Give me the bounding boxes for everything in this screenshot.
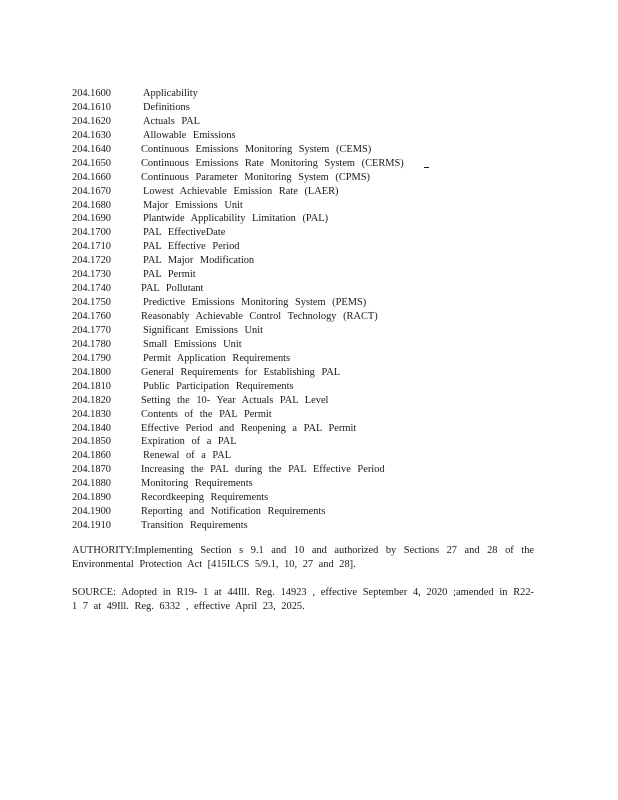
section-number: 204.1770 <box>72 324 111 336</box>
section-title: Plantwide Applicability Limitation (PAL) <box>143 213 329 225</box>
section-title: PAL Major Modification <box>143 255 255 267</box>
section-title: Increasing the PAL during the PAL Effective Period <box>141 464 385 476</box>
section-title: Small Emissions Unit <box>143 338 242 350</box>
section-row <box>72 143 542 157</box>
section-title: PAL Permit <box>143 269 196 281</box>
section-title: PAL EffectiveDate <box>143 227 226 239</box>
section-title: Setting the 10- Year Actuals PAL Level <box>141 394 329 406</box>
section-row <box>72 310 542 324</box>
section-title: Continuous Emissions Rate Monitoring System (CERMS) <box>141 157 404 169</box>
section-number: 204.1870 <box>72 464 111 476</box>
section-row <box>72 380 542 394</box>
section-row <box>72 212 542 226</box>
text-cursor-mark <box>424 167 429 168</box>
section-title: PAL Effective Period <box>143 241 240 253</box>
section-number: 204.1820 <box>72 394 111 406</box>
section-row <box>72 185 542 199</box>
section-row <box>72 519 542 533</box>
section-title: General Requirements for Establishing PAL <box>141 366 341 378</box>
section-title: Applicability <box>143 88 198 99</box>
section-row <box>72 171 542 185</box>
section-row <box>72 199 542 213</box>
section-row <box>72 477 542 491</box>
section-title: Monitoring Requirements <box>141 478 253 490</box>
section-number: 204.1630 <box>72 129 111 141</box>
section-number: 204.1600 <box>72 88 111 99</box>
authority-note: AUTHORITY:Implementing Section s 9.1 and 10 and authorized by Sections 27 and 28 of the Environmental Protection Act [415ILCS 5/9.1, 10, 27 and 28]. <box>72 545 534 570</box>
section-number: 204.1800 <box>72 366 111 378</box>
section-row <box>72 87 542 101</box>
section-row <box>72 282 542 296</box>
section-title: Allowable Emissions <box>143 129 236 141</box>
source-note: SOURCE: Adopted in R19- 1 at 44Ill. Reg. 14923 , effective September 4, 2020 ;amended in R22-1 7 at 49Ill. Reg. 6332 , effective April 23, 2025. <box>72 587 534 612</box>
section-row <box>72 422 542 436</box>
section-row <box>72 435 542 449</box>
section-title: Major Emissions Unit <box>143 199 243 211</box>
section-number: 204.1780 <box>72 338 111 350</box>
section-number: 204.1750 <box>72 297 111 309</box>
section-title: Significant Emissions Unit <box>143 324 263 336</box>
section-title: Contents of the PAL Permit <box>141 408 272 420</box>
section-number: 204.1710 <box>72 241 111 253</box>
section-title: Reporting and Notification Requirements <box>141 506 326 518</box>
section-title: Public Participation Requirements <box>143 380 294 392</box>
section-number: 204.1790 <box>72 352 111 364</box>
section-row <box>72 157 542 171</box>
section-row <box>72 505 542 519</box>
section-row <box>72 226 542 240</box>
section-row <box>72 101 542 115</box>
section-row <box>72 129 542 143</box>
section-number: 204.1830 <box>72 408 111 420</box>
section-title: Continuous Parameter Monitoring System (CPMS) <box>141 171 371 183</box>
section-number: 204.1700 <box>72 227 111 239</box>
section-number: 204.1650 <box>72 157 111 169</box>
section-row <box>72 324 542 338</box>
section-number: 204.1890 <box>72 492 111 504</box>
section-number: 204.1690 <box>72 213 111 225</box>
section-number: 204.1640 <box>72 143 111 155</box>
section-row <box>72 352 542 366</box>
section-title: PAL Pollutant <box>141 283 204 295</box>
section-row <box>72 296 542 310</box>
section-row <box>72 491 542 505</box>
section-title: Definitions <box>143 101 190 113</box>
section-number: 204.1880 <box>72 478 111 490</box>
section-row <box>72 463 542 477</box>
section-number: 204.1660 <box>72 171 111 183</box>
section-row <box>72 449 542 463</box>
section-number: 204.1720 <box>72 255 111 267</box>
section-title: Reasonably Achievable Control Technology (RACT) <box>141 311 378 322</box>
section-row <box>72 394 542 408</box>
section-number: 204.1910 <box>72 520 111 532</box>
section-title: Lowest Achievable Emission Rate (LAER) <box>143 185 339 197</box>
section-number: 204.1900 <box>72 506 111 518</box>
section-title: Effective Period and Reopening a PAL Permit <box>141 422 357 434</box>
section-list <box>72 87 542 533</box>
section-number: 204.1860 <box>72 450 111 462</box>
section-row <box>72 240 542 254</box>
section-number: 204.1740 <box>72 283 111 295</box>
section-number: 204.1670 <box>72 185 111 197</box>
section-title: Renewal of a PAL <box>143 450 232 462</box>
section-row <box>72 254 542 268</box>
section-row <box>72 338 542 352</box>
section-title: Permit Application Requirements <box>143 352 291 364</box>
section-title: Predictive Emissions Monitoring System (PEMS) <box>143 297 367 309</box>
section-number: 204.1610 <box>72 101 111 113</box>
section-title: Recordkeeping Requirements <box>141 492 269 504</box>
section-number: 204.1680 <box>72 199 111 211</box>
section-number: 204.1620 <box>72 115 111 127</box>
section-title: Expiration of a PAL <box>141 436 237 448</box>
section-number: 204.1730 <box>72 269 111 281</box>
section-row <box>72 268 542 282</box>
section-row <box>72 408 542 422</box>
section-number: 204.1760 <box>72 311 111 322</box>
section-number: 204.1810 <box>72 380 111 392</box>
section-title: Transition Requirements <box>141 520 248 532</box>
section-number: 204.1840 <box>72 422 111 434</box>
section-title: Continuous Emissions Monitoring System (CEMS) <box>141 143 372 155</box>
section-row <box>72 115 542 129</box>
section-number: 204.1850 <box>72 436 111 448</box>
section-row <box>72 366 542 380</box>
section-title: Actuals PAL <box>143 115 201 127</box>
